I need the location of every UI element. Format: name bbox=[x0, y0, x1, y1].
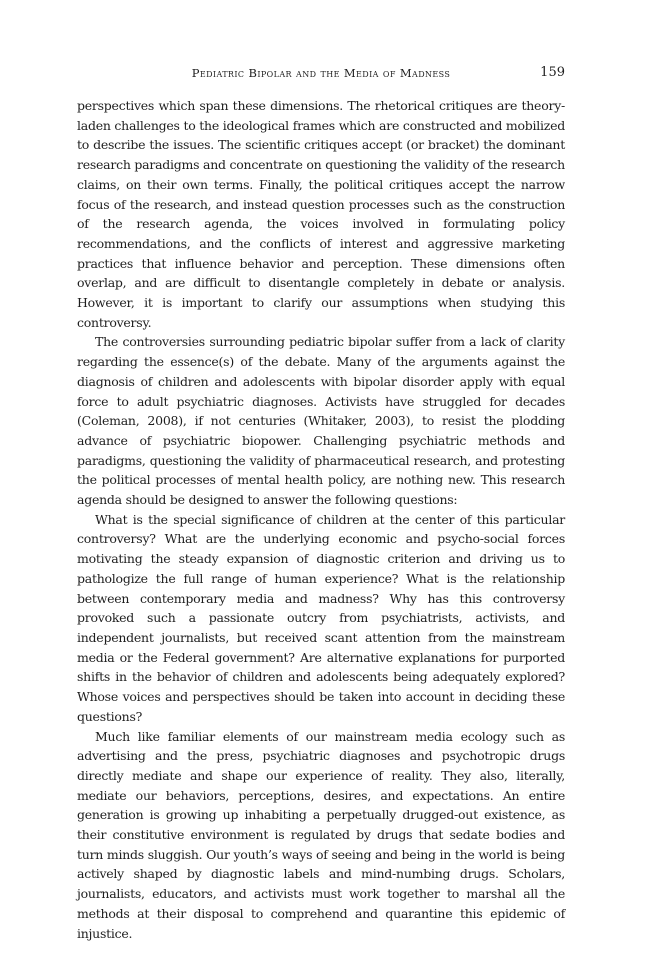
running-title: Pediatric Bipolar and the Media of Madness bbox=[191, 66, 451, 80]
body-text bbox=[77, 96, 565, 943]
paragraph-2: The controversies surrounding pediatric bipolar suffer from a lack of clarity regarding the essence(s) of the debate. Many of the arguments against the diagnosis of children and adolescents with bipolar disorder apply with equal force to adult psychiatric diagnoses. Activists have struggled for decades (Coleman, 2008), if not centuries (Whitaker, 2003), to resist the plodding advance of psychiatric biopower. Challenging psychiatric methods and paradigms, questioning the validity of pharmaceutical research, and protesting the political processes of mental health policy, are nothing new. This research agenda should be designed to answer the following questions: bbox=[77, 334, 565, 508]
paragraph-4: Much like familiar elements of our mainstream media ecology such as advertising and the press, psychiatric diagnoses and psychotropic drugs directly mediate and shape our experience of reality. They also, literally, mediate our behaviors, perceptions, desires, and expectations. An entire generation is growing up inhabiting a perpetually drugged-out existence, as their constitutive environment is regulated by drugs that sedate bodies and turn minds sluggish. Our youth’s ways of seeing and being in the world is being actively shaped by diagnostic labels and mind-numbing drugs. Scholars, journalists, educators, and activists must work together to marshal all the methods at their disposal to comprehend and quarantine this epidemic of injustice. bbox=[77, 728, 565, 941]
paragraph-3: What is the special significance of children at the center of this particular controversy? What are the underlying economic and psycho-social forces motivating the steady expansion of diagnostic criterion and driving us to pathologize the full range of human experience? What is the relationship between contemporary media and madness? Why has this controversy provoked such a passionate outcry from psychiatrists, activists, and independent journalists, but received scant attention from the mainstream media or the Federal government? Are alternative explanations for purported shifts in the behavior of children and adolescents being adequately explored? Whose voices and perspectives should be taken into account in deciding these questions? bbox=[77, 511, 565, 724]
paragraph-1: perspectives which span these dimensions. The rhetorical critiques are theory-laden challenges to the ideological frames which are constructed and mobilized to describe the issues. The scientific critiques accept (or bracket) the dominant research paradigms and concentrate on questioning the validity of the research claims, on their own terms. Finally, the political critiques accept the narrow focus of the research, and instead question processes such as the construction of the research agenda, the voices involved in formulating policy recommendations, and the conflicts of interest and aggressive marketing practices that influence behavior and perception. These dimensions often overlap, and are difficult to disentangle completely in debate or analysis. However, it is important to clarify our assumptions when studying this controversy. bbox=[77, 98, 565, 330]
page-number: 159 bbox=[540, 65, 565, 80]
running-head bbox=[77, 66, 565, 86]
